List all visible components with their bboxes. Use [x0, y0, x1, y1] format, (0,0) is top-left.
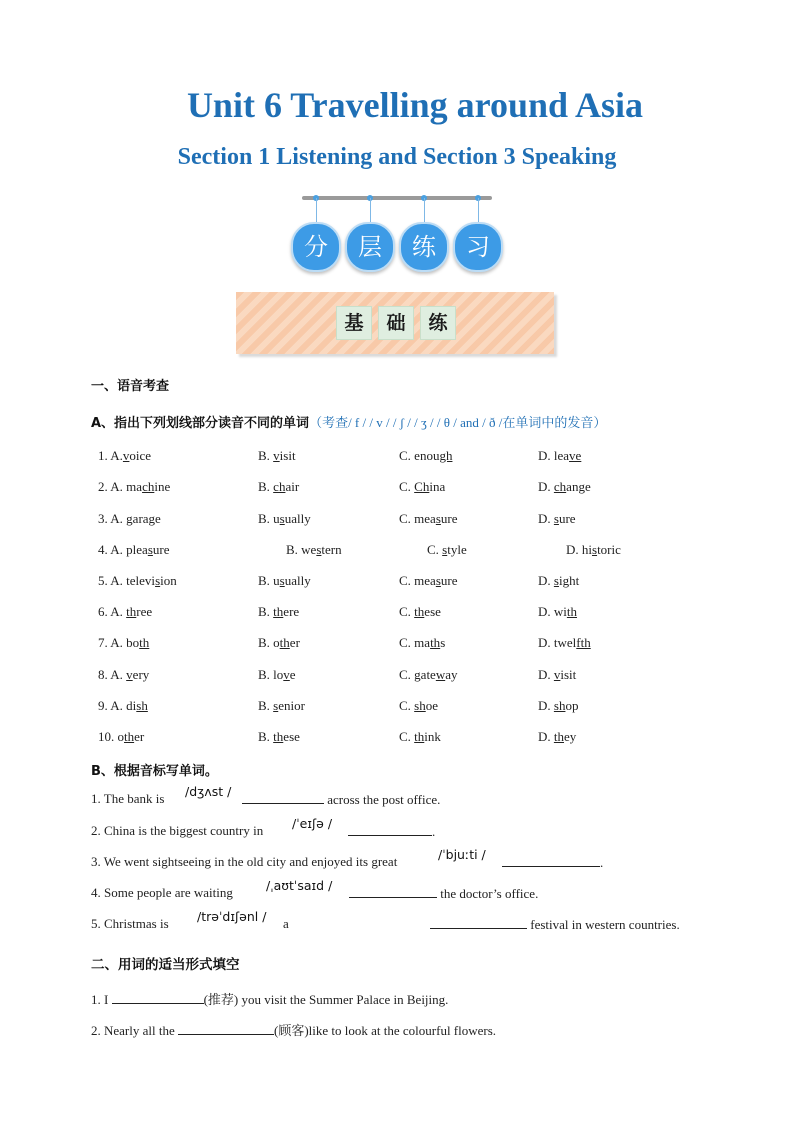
- fill2-item-1: [91, 989, 448, 1008]
- option-b[interactable]: [258, 479, 299, 495]
- option-d[interactable]: [566, 542, 621, 558]
- section2-heading: 二、用词的适当形式填空: [91, 957, 240, 973]
- option-text: C.: [399, 479, 415, 494]
- option-text: s: [440, 635, 446, 650]
- option-c[interactable]: [427, 542, 467, 558]
- option-text: C.: [399, 604, 415, 619]
- option-d[interactable]: [538, 448, 581, 464]
- underlined-letters: v: [283, 667, 290, 682]
- option-d[interactable]: [538, 511, 576, 527]
- option-b[interactable]: [258, 604, 299, 620]
- fill-text: a: [283, 916, 289, 931]
- option-text: ese: [424, 604, 441, 619]
- option-text: gara: [122, 511, 149, 526]
- underlined-letters: th: [414, 604, 425, 619]
- question-number-text: 6. A.: [98, 604, 123, 619]
- option-b[interactable]: [286, 542, 342, 558]
- underlined-letters: s: [553, 511, 559, 526]
- answer-blank[interactable]: [112, 991, 204, 1004]
- option-text: ight: [558, 573, 580, 588]
- option-text: C. mea: [399, 573, 436, 588]
- option-text: ma: [122, 479, 143, 494]
- underlined-letters: s: [273, 698, 279, 713]
- option-text: e: [155, 511, 161, 526]
- option-text: op: [565, 698, 579, 713]
- fill-text: the doctor’s office.: [440, 886, 539, 901]
- option-d[interactable]: [538, 573, 579, 589]
- option-c[interactable]: [399, 729, 441, 745]
- fill-item-3: [91, 854, 397, 870]
- underlined-letters: g: [148, 511, 156, 526]
- fill-text: like to look at the colourful flowers.: [308, 1023, 497, 1038]
- option-text: B. u: [258, 511, 280, 526]
- option-d[interactable]: [538, 729, 576, 745]
- fill-text: .: [432, 824, 436, 839]
- underlined-letters: th: [566, 604, 578, 619]
- page-title: Unit 6 Travelling around Asia: [186, 85, 644, 125]
- option-text: ina: [429, 479, 446, 494]
- option-text: D. wi: [538, 604, 567, 619]
- option-b[interactable]: [258, 667, 296, 683]
- question-number: [98, 729, 144, 745]
- option-text: di: [122, 698, 137, 713]
- option-text: C. mea: [399, 511, 436, 526]
- badge-char: 分: [291, 222, 341, 272]
- question-number-text: 5. A.: [98, 573, 123, 588]
- fill-item-5-rest: [430, 916, 680, 933]
- option-text: ure: [440, 573, 458, 588]
- underlined-letters: s: [155, 573, 161, 588]
- question-number-text: 8. A.: [98, 667, 123, 682]
- underlined-letters: th: [139, 635, 150, 650]
- underlined-letters: s: [442, 542, 448, 557]
- option-text: air: [285, 479, 300, 494]
- option-text: oice: [129, 448, 152, 463]
- option-text: er: [134, 729, 145, 744]
- option-text: B.: [258, 729, 274, 744]
- option-text: B. u: [258, 573, 280, 588]
- question-number-text: 1. A.: [98, 448, 123, 463]
- phonetic: /ˈbjuːti /: [438, 847, 486, 862]
- option-text: plea: [122, 542, 148, 557]
- underlined-letters: th: [279, 635, 290, 650]
- fill-item-2: [91, 823, 263, 839]
- answer-blank[interactable]: [178, 1022, 274, 1035]
- underlined-letters: Ch: [414, 479, 430, 494]
- fill-text: 3. We went sightseeing in the old city and enjoyed its great: [91, 854, 398, 869]
- question-number: [98, 667, 149, 683]
- option-text: C. ma: [399, 635, 431, 650]
- fill-text: across the post office.: [327, 792, 441, 807]
- option-text: ually: [284, 573, 311, 588]
- level-banner: [236, 292, 554, 354]
- answer-blank[interactable]: [349, 885, 437, 898]
- option-text: ine: [154, 479, 171, 494]
- option-text: ay: [445, 667, 458, 682]
- underlined-letters: s: [147, 542, 153, 557]
- fill2-item-2: [91, 1020, 496, 1039]
- fill-text: 4. Some people are waiting: [91, 885, 233, 900]
- fill-text: 2. Nearly all the: [91, 1023, 175, 1038]
- underlined-letters: th: [273, 604, 284, 619]
- option-text: tern: [321, 542, 342, 557]
- question-number: [98, 479, 170, 495]
- option-text: bo: [122, 635, 140, 650]
- option-b[interactable]: [258, 573, 311, 589]
- underlined-letters: s: [435, 573, 441, 588]
- underlined-letters: ve: [569, 448, 582, 463]
- option-c[interactable]: [399, 511, 458, 527]
- option-c[interactable]: [399, 698, 438, 714]
- option-d[interactable]: [538, 604, 577, 620]
- option-text: toric: [597, 542, 621, 557]
- option-text: D. lea: [538, 448, 570, 463]
- phonetic: /dʒʌst /: [185, 784, 232, 799]
- phonetic: /ˈeɪʃə /: [292, 816, 333, 831]
- option-text: D.: [538, 479, 554, 494]
- option-text: C.: [399, 698, 415, 713]
- fill-text: 2. China is the biggest country in: [91, 823, 264, 838]
- underlined-letters: s: [553, 573, 559, 588]
- option-text: er: [289, 635, 300, 650]
- option-d[interactable]: [538, 667, 576, 683]
- question-number-text: 9. A.: [98, 698, 123, 713]
- option-text: D.: [538, 511, 554, 526]
- option-text: B. lo: [258, 667, 284, 682]
- option-d[interactable]: [538, 479, 591, 495]
- option-text: enior: [278, 698, 305, 713]
- underlined-letters: ch: [273, 479, 286, 494]
- underlined-letters: th: [126, 604, 137, 619]
- answer-blank[interactable]: [242, 791, 324, 804]
- question-number-text: 2. A.: [98, 479, 123, 494]
- option-c[interactable]: [399, 448, 452, 464]
- fill-text: .: [600, 855, 604, 870]
- underlined-letters: th: [553, 729, 565, 744]
- underlined-letters: s: [279, 511, 285, 526]
- underlined-letters: ch: [553, 479, 567, 494]
- fill-item-4: [91, 885, 233, 901]
- badge-hanger-bar: [302, 196, 492, 200]
- underlined-letters: sh: [136, 698, 148, 713]
- question-number: [98, 604, 152, 620]
- option-b[interactable]: [258, 511, 311, 527]
- underlined-letters: s: [316, 542, 322, 557]
- option-text: ey: [564, 729, 577, 744]
- option-b[interactable]: [258, 698, 305, 714]
- fill-item-5: [91, 916, 169, 932]
- option-c[interactable]: [399, 573, 458, 589]
- option-text: ese: [283, 729, 300, 744]
- option-b[interactable]: [258, 635, 300, 651]
- question-number: [98, 448, 151, 464]
- question-number: [98, 698, 148, 714]
- option-text: o: [114, 729, 124, 744]
- fill-item-3-rest: [502, 854, 603, 871]
- underlined-letters: v: [553, 667, 561, 682]
- fill-item-1: [91, 791, 164, 807]
- answer-blank[interactable]: [502, 854, 600, 867]
- underlined-letters: sh: [414, 698, 426, 713]
- question-number: [98, 573, 177, 589]
- option-b[interactable]: [258, 729, 300, 745]
- option-text: D.: [538, 667, 554, 682]
- fill-text: 5. Christmas is: [91, 916, 169, 931]
- part-b-label: B、根据音标写单词。: [91, 764, 218, 779]
- option-text: ion: [160, 573, 177, 588]
- option-text: ually: [284, 511, 311, 526]
- question-number-text: 10.: [98, 729, 115, 744]
- option-d[interactable]: [538, 698, 578, 714]
- option-c[interactable]: [399, 479, 445, 495]
- option-text: ure: [558, 511, 576, 526]
- option-text: ree: [136, 604, 153, 619]
- option-text: C. gate: [399, 667, 436, 682]
- option-text: D. twel: [538, 635, 577, 650]
- option-text: D.: [538, 573, 554, 588]
- option-text: ink: [424, 729, 441, 744]
- option-d[interactable]: [538, 635, 591, 651]
- fill-text: 1. The bank is: [91, 791, 165, 806]
- option-c[interactable]: [399, 635, 445, 651]
- option-text: isit: [560, 667, 577, 682]
- option-text: D.: [538, 698, 554, 713]
- option-text: C.: [427, 542, 443, 557]
- option-text: B.: [258, 604, 274, 619]
- option-text: B.: [258, 448, 274, 463]
- phonetic: /ˌaʊtˈsaɪd /: [266, 878, 333, 893]
- option-text: isit: [279, 448, 296, 463]
- badge-string: [316, 198, 317, 224]
- option-text: C. enou: [399, 448, 440, 463]
- option-b[interactable]: [258, 448, 296, 464]
- fill-item-1-rest: [242, 791, 440, 808]
- banner-char: 练: [420, 306, 456, 340]
- part-a-hint: （考查/ f / / v / / ʃ / / ʒ / / θ / and / ð /在单词中的发音）: [309, 415, 607, 430]
- answer-blank[interactable]: [348, 823, 432, 836]
- underlined-letters: th: [414, 729, 425, 744]
- part-a-label: A、指出下列划线部分读音不同的单词: [91, 416, 310, 431]
- underlined-letters: v: [126, 667, 133, 682]
- underlined-letters: gh: [439, 448, 453, 463]
- underlined-letters: v: [273, 448, 280, 463]
- fill-item-2-rest: [348, 823, 435, 840]
- option-text: televi: [122, 573, 156, 588]
- option-text: ange: [566, 479, 591, 494]
- banner-char: 基: [336, 306, 372, 340]
- underlined-letters: th: [430, 635, 441, 650]
- section1-heading: 一、语音考查: [91, 379, 170, 394]
- question-number: [98, 542, 170, 558]
- fill-item-4-rest: [349, 885, 538, 902]
- option-text: ery: [132, 667, 150, 682]
- badge-string: [370, 198, 371, 224]
- option-c[interactable]: [399, 667, 458, 683]
- option-text: B. o: [258, 635, 280, 650]
- phonetic: /trəˈdɪʃənl /: [197, 909, 267, 924]
- option-text: ure: [440, 511, 458, 526]
- badge-char: 层: [345, 222, 395, 272]
- underlined-letters: th: [273, 729, 284, 744]
- underlined-letters: s: [435, 511, 441, 526]
- option-text: B. we: [286, 542, 317, 557]
- option-text: D.: [538, 729, 554, 744]
- underlined-letters: w: [435, 667, 446, 682]
- option-text: ere: [283, 604, 300, 619]
- banner-char: 础: [378, 306, 414, 340]
- underlined-letters: v: [122, 448, 130, 463]
- option-text: C.: [399, 729, 415, 744]
- word-hint: (推荐): [203, 992, 239, 1007]
- question-number: [98, 635, 149, 651]
- fill-text: 1. I: [91, 992, 109, 1007]
- option-text: B.: [258, 479, 274, 494]
- question-number-text: 4. A.: [98, 542, 123, 557]
- question-number-text: 3. A.: [98, 511, 123, 526]
- question-number-text: 7. A.: [98, 635, 123, 650]
- option-text: e: [289, 667, 296, 682]
- underlined-letters: th: [124, 729, 135, 744]
- badge-char: 练: [399, 222, 449, 272]
- option-text: ure: [152, 542, 170, 557]
- underlined-letters: sh: [553, 698, 566, 713]
- page-subtitle: Section 1 Listening and Section 3 Speaking: [177, 144, 617, 170]
- badge-string: [424, 198, 425, 224]
- option-text: D. hi: [566, 542, 592, 557]
- underlined-letters: fth: [576, 635, 591, 650]
- underlined-letters: ch: [142, 479, 155, 494]
- badge-string: [478, 198, 479, 224]
- fill-text: you visit the Summer Palace in Beijing.: [241, 992, 449, 1007]
- underlined-letters: s: [279, 573, 285, 588]
- word-hint: (顾客): [274, 1023, 309, 1038]
- underlined-letters: s: [592, 542, 598, 557]
- answer-blank[interactable]: [430, 916, 527, 929]
- option-text: B.: [258, 698, 274, 713]
- question-number: [98, 511, 161, 527]
- fill-text: festival in western countries.: [530, 917, 680, 932]
- option-text: oe: [425, 698, 439, 713]
- part-a-instruction: [91, 412, 606, 431]
- option-c[interactable]: [399, 604, 441, 620]
- badge-char: 习: [453, 222, 503, 272]
- option-text: tyle: [447, 542, 467, 557]
